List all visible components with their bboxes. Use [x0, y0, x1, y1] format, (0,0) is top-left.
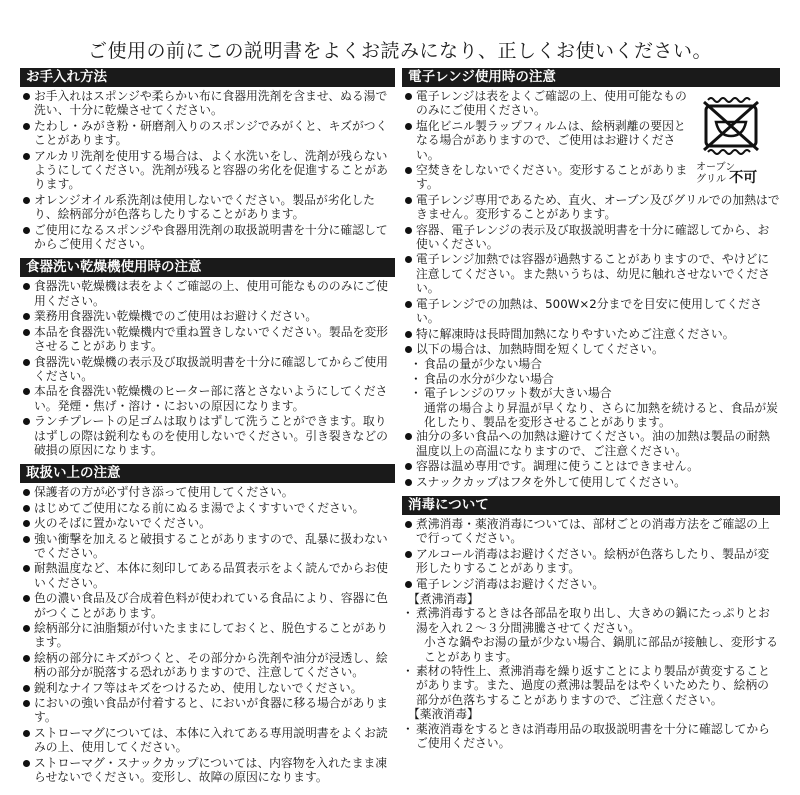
list-item: 容器は温め専用です。調理に使うことはできません。 [402, 459, 780, 473]
list-item: ストローマグ・スナックカップについては、内容物を入れたまま凍らせないでください。変形し、故障の原因になります。 [20, 756, 395, 785]
section-header-handling: 取扱い上の注意 [20, 464, 395, 483]
oven-grill-prohibited-icon [696, 92, 780, 188]
list-item: 絵柄の部分にキズがつくと、その部分から洗剤や油分が浸透し、絵柄の部分が脱落する恐れがありますので、注意してください。 [20, 651, 395, 680]
chem-label: 【薬液消毒】 [408, 707, 479, 722]
section-disinfection [402, 496, 780, 751]
sub-item: ・ 素材の特性上、煮沸消毒を繰り返すことにより製品が黄変することがあります。また、過度の煮沸は製品をはやくいためたり、絵柄の部分が色落ちすることがありますので、ご注意ください。 [402, 664, 780, 707]
list-item: 電子レンジでの加熱は、500W×2分までを目安に使用してください。 [402, 297, 780, 326]
boil-label: 【煮沸消毒】 [408, 592, 479, 606]
list-item: 以下の場合は、加熱時間を短くしてください。 [402, 342, 780, 356]
sub-note: 通常の場合より昇温が早くなり、さらに加熱を続けると、食品が炭化したり、製品を変形させることがあります。 [424, 400, 778, 429]
list-item: 業務用食器洗い乾燥機でのご使用はお避けください。 [20, 309, 395, 323]
sub-note: 小さな鍋やお湯の量が少ない場合、鍋肌に部品が接触し、変形することがあります。 [424, 635, 778, 664]
sub-item: ・ 食品の量が少ない場合 [402, 357, 780, 371]
list-item: ランチプレートの足ゴムは取りはずして洗うことができます。取りはずしの際は鋭利なものを使用しないでください。引き裂きなどの破損の原因になります。 [20, 414, 395, 457]
oven-prohibited-symbol-icon [696, 92, 766, 156]
list-item: 本品を食器洗い乾燥機内で重ね置きしないでください。製品を変形させることがあります。 [20, 325, 395, 354]
list-item: 電子レンジ消毒はお避けください。 [402, 577, 780, 591]
list-item: 特に解凍時は長時間加熱になりやすいためご注意ください。 [402, 327, 780, 341]
list-item: ご使用になるスポンジや食器用洗剤の取扱説明書を十分に確認してからご使用ください。 [20, 223, 395, 252]
list-item: オレンジオイル系洗剤は使用しないでください。製品が劣化したり、絵柄部分が色落ちしたりすることがあります。 [20, 193, 395, 222]
list-item: スナックカップはフタを外して使用してください。 [402, 475, 780, 489]
section-header-microwave: 電子レンジ使用時の注意 [402, 68, 780, 87]
section-care [20, 68, 395, 251]
list-item: 油分の多い食品への加熱は避けてください。油の加熱は製品の耐熱温度以上の高温になりますので、ご注意ください。 [402, 429, 780, 458]
list-item: お手入れはスポンジや柔らかい布に食器用洗剤を含ませ、ぬる湯で洗い、十分に乾燥させてください。 [20, 89, 395, 118]
list-item: 強い衝撃を加えると破損することがありますので、乱暴に扱わないでください。 [20, 532, 395, 561]
list-item: ストローマグについては、本体に入れてある専用説明書をよくお読みの上、使用してください。 [20, 726, 395, 755]
list-item: 電子レンジは表をよくご確認の上、使用可能なもののみにご使用ください。 [402, 89, 694, 118]
left-column [20, 68, 395, 785]
icon-label-prohibited: 不可 [729, 170, 758, 186]
list-item: 空焚きをしないでください。変形することがあります。 [402, 163, 694, 192]
list-item: 保護者の方が必ず付き添って使用してください。 [20, 485, 395, 499]
list-item: 塩化ビニル製ラップフィルムは、絵柄剥離の要因となる場合がありますので、ご使用はお避けください。 [402, 119, 694, 162]
section-header-care: お手入れ方法 [20, 68, 395, 87]
section-handling [20, 464, 395, 784]
list-item: においの強い食品が付着すると、においが食器に移る場合があります。 [20, 696, 395, 725]
list-item: 食器洗い乾燥機は表をよくご確認の上、使用可能なもののみにご使用ください。 [20, 279, 395, 308]
list-item: 煮沸消毒・薬液消毒については、部材ごとの消毒方法をご確認の上で行ってください。 [402, 517, 780, 546]
page-title: ご使用の前にこの説明書をよくお読みになり、正しくお使いください。 [87, 40, 712, 62]
list-item: 絵柄部分に油脂類が付いたままにしておくと、脱色することがあります。 [20, 621, 395, 650]
list-item: 火のそばに置かないでください。 [20, 516, 395, 530]
section-dishwasher [20, 258, 395, 457]
list-item: 食器洗い乾燥機の表示及び取扱説明書を十分に確認してからご使用ください。 [20, 355, 395, 384]
sub-item: ・ 食品の水分が少ない場合 [402, 372, 780, 386]
list-item: 電子レンジ専用であるため、直火、オーブン及びグリルでの加熱はできません。変形することがあります。 [402, 193, 780, 222]
icon-label-oven: オーブン [696, 162, 736, 173]
icon-label-grill: グリル [696, 174, 726, 185]
sub-item: ・ 電子レンジのワット数が大きい場合 [402, 386, 780, 400]
sub-item: ・ 煮沸消毒するときは各部品を取り出し、大きめの鍋にたっぷりとお湯を入れ２～３分間沸騰させてください。 [402, 606, 780, 635]
list-item: アルコール消毒はお避けください。絵柄が色落ちしたり、製品が変形したりすることがあります。 [402, 547, 780, 576]
list-item: たわし・みがき粉・研磨剤入りのスポンジでみがくと、キズがつくことがあります。 [20, 119, 395, 148]
sub-item: ・ 薬液消毒をするときは消毒用品の取扱説明書を十分に確認してからご使用ください。 [402, 722, 780, 751]
section-header-disinfection: 消毒について [402, 496, 780, 515]
list-item: 鋭利なナイフ等はキズをつけるため、使用しないでください。 [20, 681, 395, 695]
list-item: アルカリ洗剤を使用する場合は、よく水洗いをし、洗剤が残らないようにしてください。洗剤が残ると容器の劣化を促進することがあります。 [20, 149, 395, 192]
list-item: 電子レンジ加熱では容器が過熱することがありますので、やけどに注意してください。また熱いうちは、幼児に触れさせないでください。 [402, 252, 780, 295]
list-item: 色の濃い食品及び合成着色料が使われている食品により、容器に色がつくことがあります。 [20, 591, 395, 620]
list-item: 耐熱温度など、本体に刻印してある品質表示をよく読んでからお使いください。 [20, 561, 395, 590]
section-header-dishwasher: 食器洗い乾燥機使用時の注意 [20, 258, 395, 277]
list-item: 本品を食器洗い乾燥機のヒーター部に落とさないようにしてください。発煙・焦げ・溶け・においの原因になります。 [20, 384, 395, 413]
list-item: 容器、電子レンジの表示及び取扱説明書を十分に確認してから、お使いください。 [402, 223, 780, 252]
list-item: はじめてご使用になる前にぬるま湯でよくすすいでください。 [20, 501, 395, 515]
